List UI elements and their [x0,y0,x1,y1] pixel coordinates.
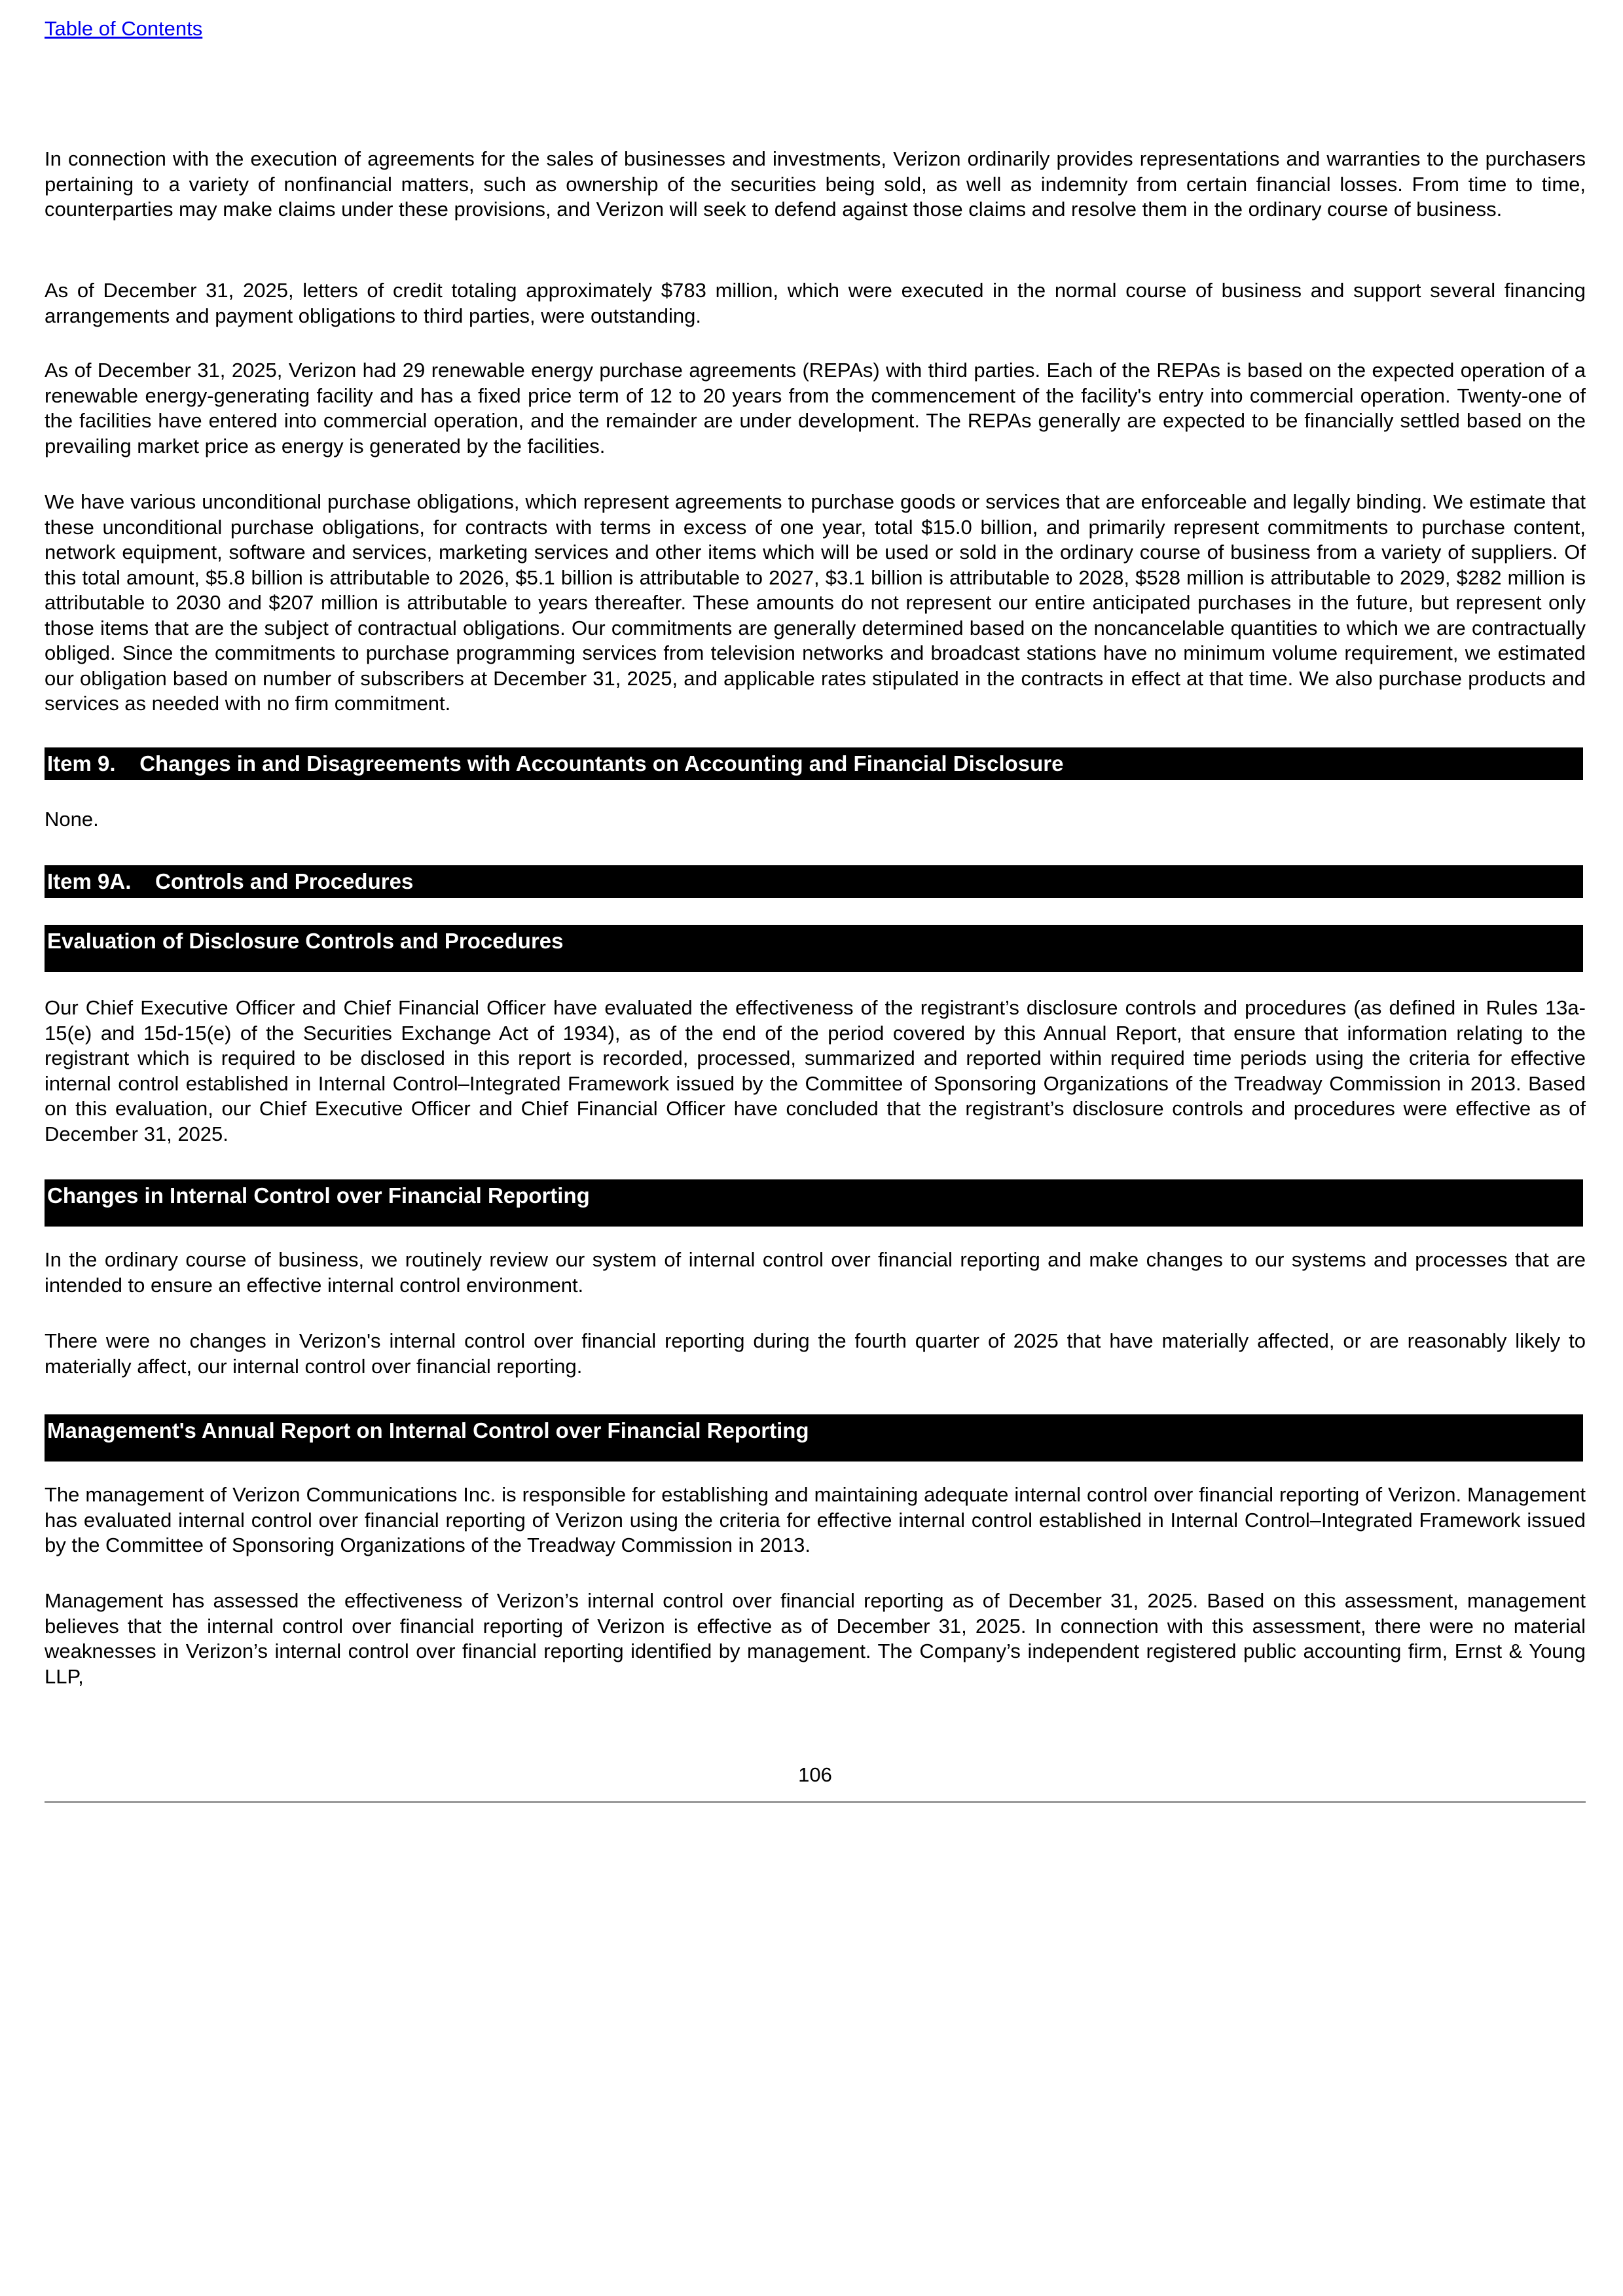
footer-divider [45,1801,1586,1803]
paragraph-management-assessment: Management has assessed the effectiveness of Verizon’s internal control over financial reporting as of December 31, 2025. Based on this assessment, management believes that the internal control over financial reporting of Verizon is effective as of December 31, 2025. In connection with this assessment, there were no material weaknesses in Verizon’s internal control over financial reporting identified by management. The Company’s independent registered public accounting firm, Ernst & Young LLP, [45,1589,1586,1688]
paragraph-management-responsibility: The management of Verizon Communications Inc. is responsible for establishing and maintaining adequate internal control over financial reporting of Verizon. Management has evaluated internal control over financial reporting of Verizon using the criteria for effective internal control established in Internal Control–Integrated Framework issued by the Committee of Sponsoring Organizations of the Treadway Commission in 2013. [45,1483,1586,1556]
paragraph-disclosure-evaluation: Our Chief Executive Officer and Chief Financial Officer have evaluated the effectiveness of the registrant’s disclosure controls and procedures (as defined in Rules 13a-15(e) and 15d-15(e) of the Securities Exchange Act of 1934), as of the end of the period covered by this Annual Report, that ensure that information relating to the registrant which is required to be disclosed in this report is recorded, processed, summarized and reported within required time periods using the criteria for effective internal control established in Internal Control–Integrated Framework issued by the Committee of Sponsoring Organizations of the Treadway Commission in 2013. Based on this evaluation, our Chief Executive Officer and Chief Financial Officer have concluded that the registrant’s disclosure controls and procedures were effective as of December 31, 2025. [45,996,1586,1145]
paragraph-letters-of-credit: As of December 31, 2025, letters of credit totaling approximately $783 million, which were executed in the normal course of business and support several financing arrangements and payment obligations to third parties, were outstanding. [45,279,1586,327]
paragraph-ordinary-course: In the ordinary course of business, we routinely review our system of internal control over financial reporting and make changes to our systems and processes that are intended to ensure an effective internal control environment. [45,1248,1586,1297]
page-number: 106 [798,1763,832,1786]
management-report-heading: Management's Annual Report on Internal Control over Financial Reporting [45,1414,1583,1462]
paragraph-repas: As of December 31, 2025, Verizon had 29 renewable energy purchase agreements (REPAs) with third parties. Each of the REPAs is based on the expected operation of a renewable energy-generating facility and has a fixed price term of 12 to 20 years from the commencement of the facility's entry into commercial operation. Twenty-one of the facilities have entered into commercial operation, and the remainder are under development. The REPAs generally are expected to be financially settled based on the prevailing market price as energy is generated by the facilities. [45,359,1586,457]
paragraph-none: None. [45,808,99,831]
changes-heading: Changes in Internal Control over Financial Reporting [45,1179,1583,1227]
paragraph-sales-representations: In connection with the execution of agreements for the sales of businesses and investments, Verizon ordinarily provides representations and warranties to the purchasers pertaining to a variety of nonfinancial matters, such as ownership of the securities being sold, as well as indemnity from certain financial losses. From time to time, counterparties may make claims under these provisions, and Verizon will seek to defend against those claims and resolve them in the ordinary course of business. [45,147,1586,221]
item-9-heading: Item 9. Changes in and Disagreements with Accountants on Accounting and Financial Disclosure [45,747,1583,780]
table-of-contents-link[interactable]: Table of Contents [45,17,203,40]
paragraph-purchase-obligations: We have various unconditional purchase obligations, which represent agreements to purchase goods or services that are enforceable and legally binding. We estimate that these unconditional purchase obligations, for contracts with terms in excess of one year, total $15.0 billion, and primarily represent commitments to purchase content, network equipment, software and services, marketing services and other items which will be used or sold in the ordinary course of business from a variety of suppliers. Of this total amount, $5.8 billion is attributable to 2026, $5.1 billion is attributable to 2027, $3.1 billion is attributable to 2028, $528 million is attributable to 2029, $282 million is attributable to 2030 and $207 million is attributable to years thereafter. These amounts do not represent our entire anticipated purchases in the future, but represent only those items that are the subject of contractual obligations. Our commitments are generally determined based on the noncancelable quantities to which we are contractually obliged. Since the commitments to purchase programming services from television networks and broadcast stations have no minimum volume requirement, we estimated our obligation based on number of subscribers at December 31, 2025, and applicable rates stipulated in the contracts in effect at that time. We also purchase products and services as needed with no firm commitment. [45,490,1586,715]
evaluation-heading: Evaluation of Disclosure Controls and Procedures [45,925,1583,972]
paragraph-no-changes: There were no changes in Verizon's internal control over financial reporting during the fourth quarter of 2025 that have materially affected, or are reasonably likely to materially affect, our internal control over financial reporting. [45,1329,1586,1378]
item-9a-heading: Item 9A. Controls and Procedures [45,865,1583,898]
